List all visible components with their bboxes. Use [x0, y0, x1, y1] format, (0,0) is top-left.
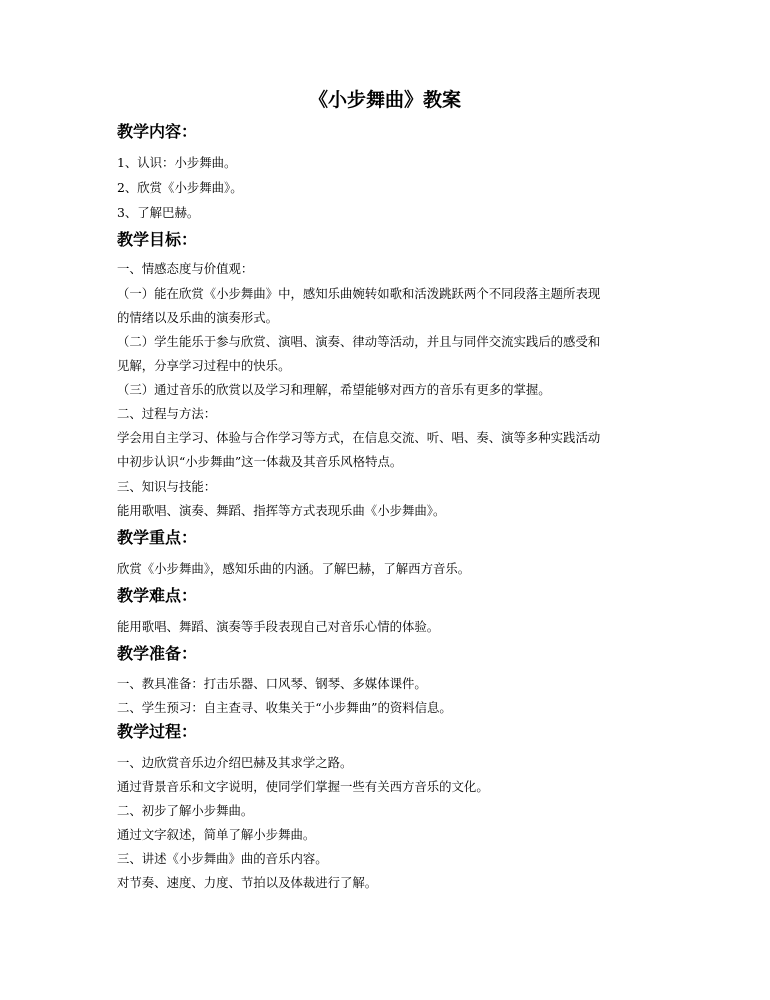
paragraph-line: 对节奏、速度、力度、节拍以及体裁进行了解。	[117, 875, 378, 890]
paragraph-line: 1、认识：小步舞曲。	[117, 155, 237, 170]
section-heading-objectives: 教学目标：	[117, 230, 198, 249]
section-heading-difficulties: 教学难点：	[117, 586, 198, 605]
paragraph-line: 中初步认识“小步舞曲”这一体裁及其音乐风格特点。	[117, 454, 403, 469]
paragraph-line: 见解，分享学习过程中的快乐。	[117, 358, 291, 373]
paragraph-line: 3、了解巴赫。	[117, 205, 200, 220]
paragraph-line: 能用歌唱、演奏、舞蹈、指挥等方式表现乐曲《小步舞曲》。	[117, 503, 446, 518]
paragraph-line: （一）能在欣赏《小步舞曲》中，感知乐曲婉转如歌和活泼跳跃两个不同段落主题所表现	[117, 286, 601, 301]
section-heading-process: 教学过程：	[117, 722, 198, 741]
paragraph-line: 二、学生预习：自主查寻、收集关于“小步舞曲”的资料信息。	[117, 700, 452, 715]
paragraph-line: 二、过程与方法：	[117, 406, 217, 421]
paragraph-line: 一、边欣赏音乐边介绍巴赫及其求学之路。	[117, 755, 353, 770]
paragraph-line: 三、知识与技能：	[117, 479, 217, 494]
paragraph-line: 2、欣赏《小步舞曲》。	[117, 180, 243, 195]
paragraph-line: 欣赏《小步舞曲》，感知乐曲的内涵。了解巴赫，了解西方音乐。	[117, 561, 471, 576]
paragraph-line: 的情绪以及乐曲的演奏形式。	[117, 310, 279, 325]
paragraph-line: 通过背景音乐和文字说明，使同学们掌握一些有关西方音乐的文化。	[117, 779, 489, 794]
section-heading-preparation: 教学准备：	[117, 644, 198, 663]
paragraph-line: （三）通过音乐的欣赏以及学习和理解，希望能够对西方的音乐有更多的掌握。	[117, 382, 551, 397]
paragraph-line: （二）学生能乐于参与欣赏、演唱、演奏、律动等活动，并且与同伴交流实践后的感受和	[117, 334, 601, 349]
paragraph-line: 二、初步了解小步舞曲。	[117, 803, 254, 818]
section-heading-content: 教学内容：	[117, 122, 198, 141]
paragraph-line: 一、情感态度与价值观：	[117, 261, 254, 276]
paragraph-line: 一、教具准备：打击乐器、口风琴、钢琴、多媒体课件。	[117, 676, 427, 691]
paragraph-line: 三、讲述《小步舞曲》曲的音乐内容。	[117, 851, 328, 866]
section-heading-key-points: 教学重点：	[117, 528, 198, 547]
document-title: 《小步舞曲》教案	[308, 89, 461, 111]
paragraph-line: 能用歌唱、舞蹈、演奏等手段表现自己对音乐心情的体验。	[117, 619, 440, 634]
paragraph-line: 通过文字叙述，简单了解小步舞曲。	[117, 827, 316, 842]
paragraph-line: 学会用自主学习、体验与合作学习等方式，在信息交流、听、唱、奏、演等多种实践活动	[117, 430, 601, 445]
